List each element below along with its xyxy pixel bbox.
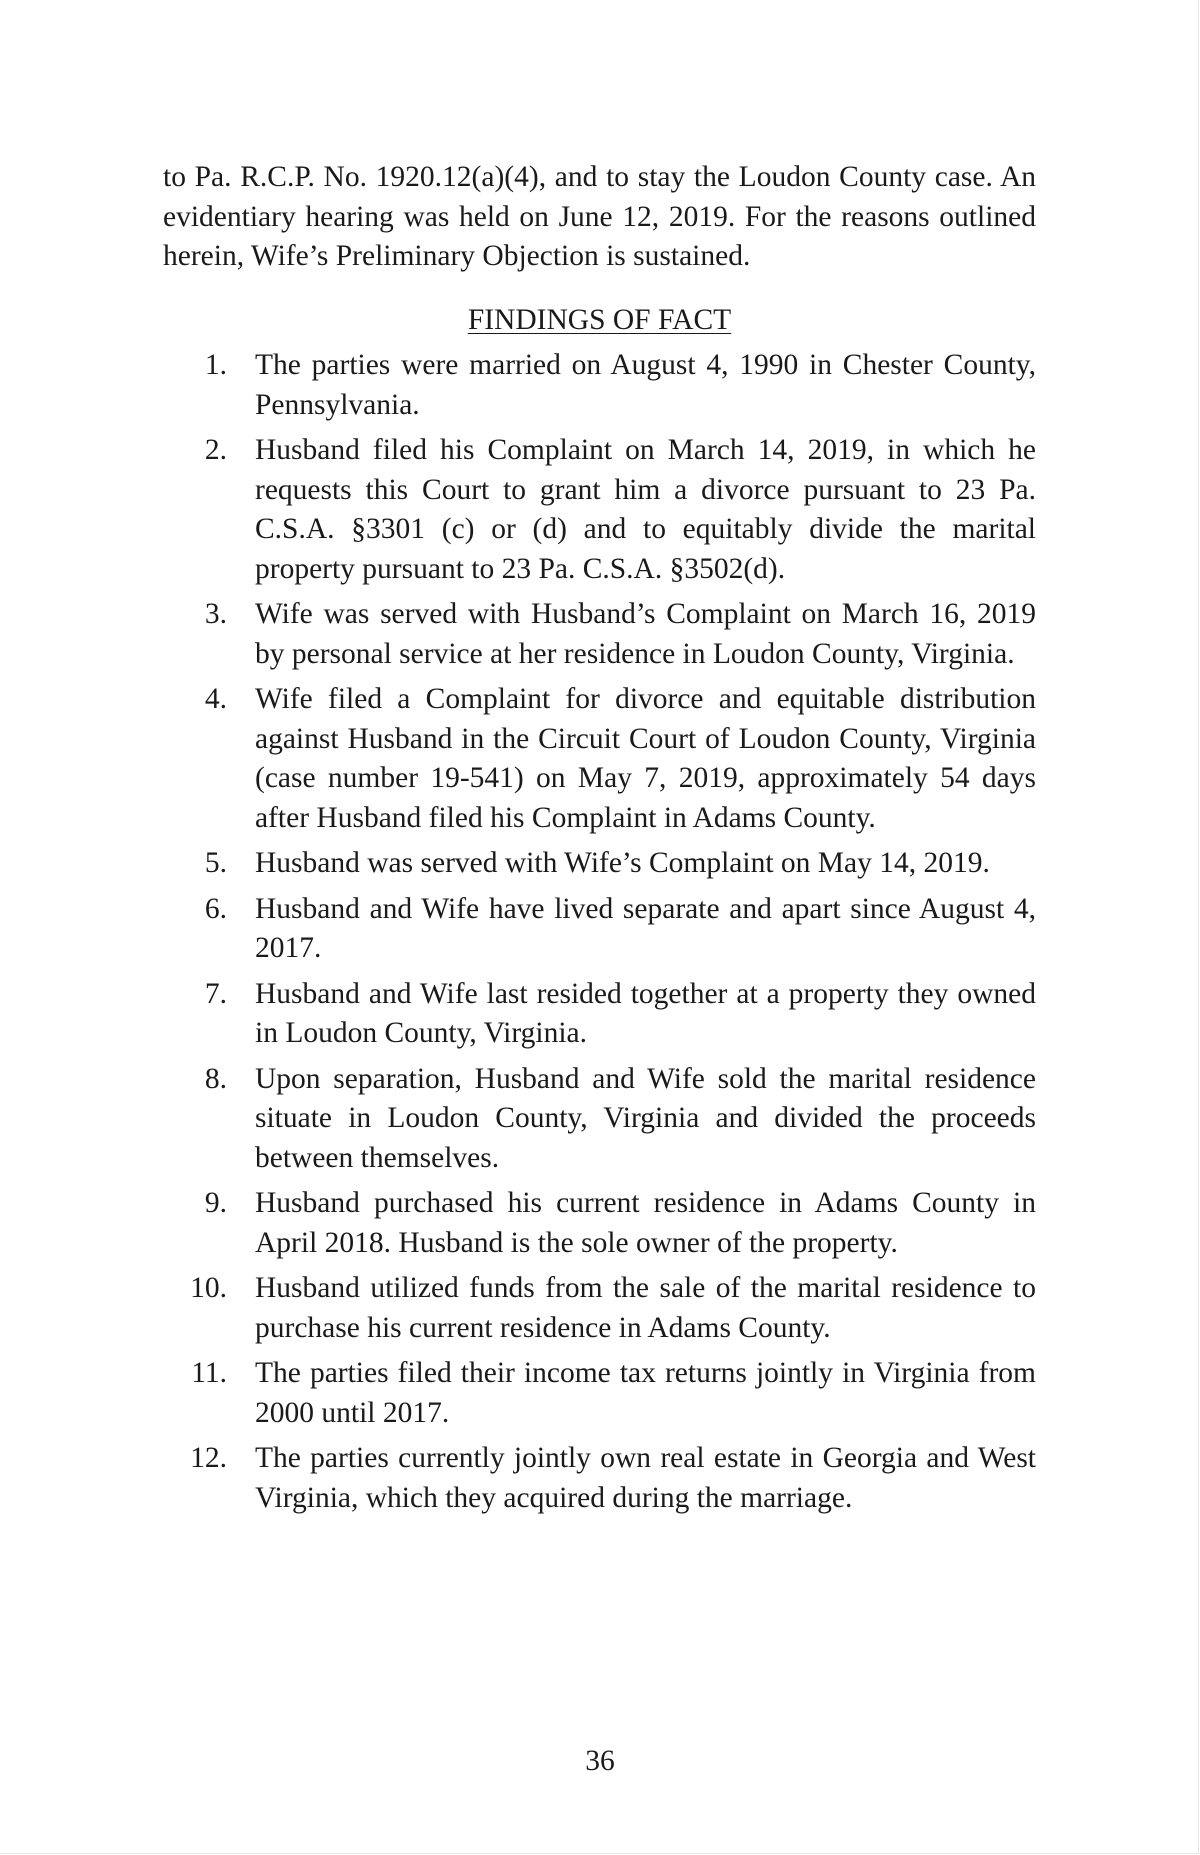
finding-item (163, 1439, 1036, 1518)
finding-number: 6. (204, 892, 227, 925)
finding-item (163, 844, 1036, 884)
finding-number: 2. (204, 434, 227, 466)
section-heading: FINDINGS OF FACT (467, 303, 732, 336)
finding-number: 1. (204, 349, 227, 381)
finding-item (163, 1184, 1036, 1263)
finding-text: Wife was served with Husband’s Complaint on March 16, 2019 by personal service at her residence in Loudon County, Virginia. (255, 598, 1036, 670)
finding-item (163, 1269, 1036, 1348)
finding-number: 9. (204, 1187, 227, 1219)
finding-item (163, 975, 1036, 1054)
finding-number: 10. (190, 1272, 227, 1304)
finding-item (163, 1060, 1036, 1179)
finding-number: 3. (204, 598, 227, 630)
finding-text: Husband purchased his current residence in Adams County in April 2018. Husband is the sole owner of the property. (255, 1187, 1036, 1259)
findings-list (163, 346, 1036, 1518)
finding-text: The parties filed their income tax returns jointly in Virginia from 2000 until 2017. (255, 1357, 1036, 1429)
finding-item (163, 431, 1036, 589)
finding-number: 11. (191, 1357, 227, 1389)
finding-item (163, 1354, 1036, 1433)
finding-text: The parties currently jointly own real estate in Georgia and West Virginia, which they acquired during the marriage. (255, 1442, 1036, 1514)
finding-number: 8. (204, 1062, 227, 1095)
finding-number: 7. (204, 977, 227, 1010)
finding-text: Husband was served with Wife’s Complaint on May 14, 2019. (255, 847, 990, 879)
finding-item (163, 680, 1036, 838)
finding-text: Wife filed a Complaint for divorce and equitable distribution against Husband in the Circuit Court of Loudon County, Virginia (case number 19-541) on May 7, 2019, approximately 54 days after Husband filed his Complaint in Adams County. (255, 683, 1036, 834)
page-number: 36 (585, 1745, 615, 1777)
finding-text: Husband filed his Complaint on March 14, 2019, in which he requests this Court to grant him a divorce pursuant to 23 Pa. C.S.A. §3301 (c) or (d) and to equitably divide the marital property pursuant to 23 Pa. C.S.A. §3502(d). (255, 434, 1036, 585)
finding-text: The parties were married on August 4, 1990 in Chester County, Pennsylvania. (255, 349, 1036, 421)
finding-text: Husband and Wife last resided together at a property they owned in Loudon County, Virginia. (255, 977, 1036, 1049)
finding-number: 5. (204, 847, 227, 879)
finding-item (163, 890, 1036, 969)
finding-text: Husband utilized funds from the sale of the marital residence to purchase his current residence in Adams County. (255, 1272, 1036, 1344)
finding-number: 4. (204, 683, 227, 715)
finding-item (163, 346, 1036, 425)
page-content (163, 158, 1036, 1524)
finding-item (163, 595, 1036, 674)
intro-paragraph: to Pa. R.C.P. No. 1920.12(a)(4), and to stay the Loudon County case. An evidentiary hearing was held on June 12, 2019. For the reasons outlined herein, Wife’s Preliminary Objection is sustained. (163, 161, 1036, 272)
finding-text: Upon separation, Husband and Wife sold the marital residence situate in Loudon County, Virginia and divided the proceeds between themselves. (255, 1062, 1036, 1174)
finding-text: Husband and Wife have lived separate and apart since August 4, 2017. (255, 892, 1036, 964)
finding-number: 12. (190, 1442, 227, 1474)
